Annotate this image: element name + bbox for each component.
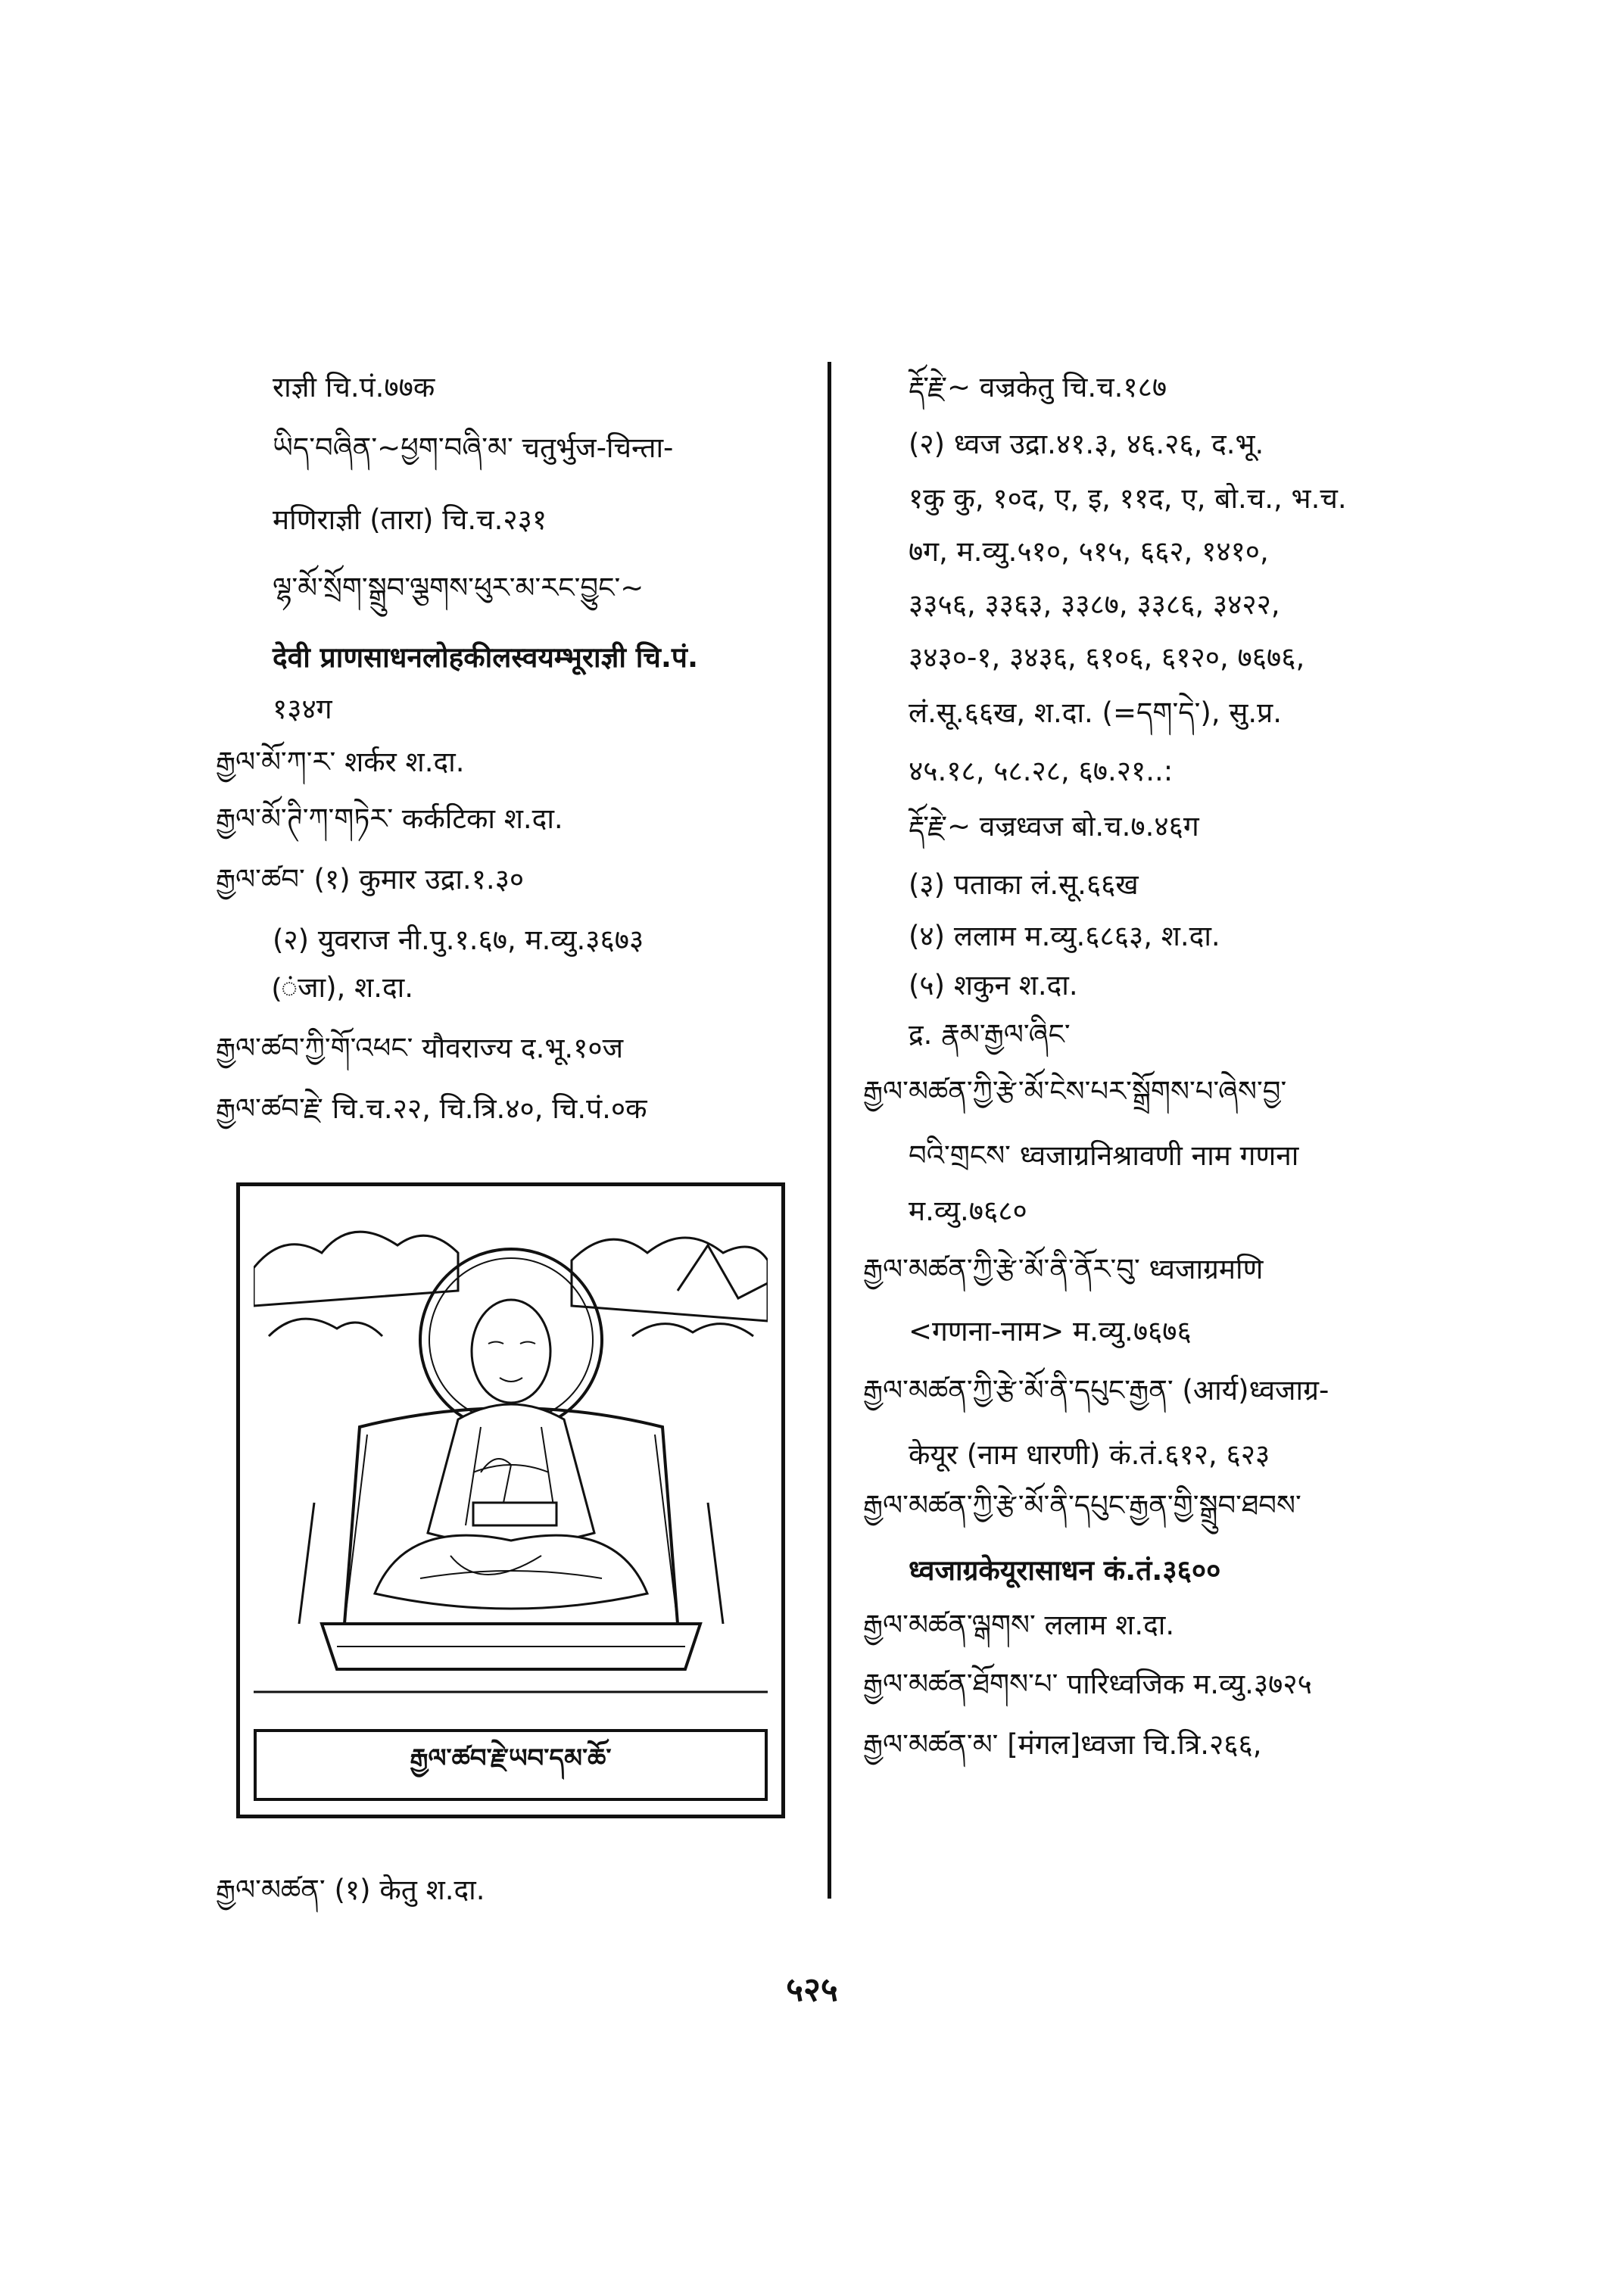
left-line-8: རྒྱལ་མོ་ཊི་ཀ་གཏེར་ कर्कटिका श.दा. — [216, 802, 563, 835]
right-line-16: म.व्यु.७६८० — [909, 1195, 1027, 1227]
right-line-23: རྒྱལ་མཚན་ལྒགས་ ललाम श.दा. — [863, 1609, 1175, 1641]
right-line-15: བའི་གྲངས་ ध्वजाग्रनिश्रावणी नाम गणना — [909, 1139, 1299, 1172]
left-line-6: १३४ग — [273, 693, 332, 725]
left-line-9: རྒྱལ་ཚབ་ (१) कुमार उद्रा.१.३० — [216, 863, 525, 896]
right-line-5: ३३५६, ३३६३, ३३८७, ३३८६, ३४२२, — [909, 588, 1280, 621]
portrait-figure — [236, 1182, 785, 1818]
left-line-1: राज्ञी चि.पं.७७क — [273, 371, 435, 403]
right-line-2: (२) ध्वज उद्रा.४१.३, ४६.२६, द.भू. — [909, 428, 1264, 460]
left-line-4: ལྷ་མོ་སྲོག་སྒྲུབ་ལྕགས་ཕུར་མ་རང་བྱུང་~ — [273, 572, 644, 604]
right-line-24: རྒྱལ་མཚན་ཐོགས་པ་ पारिध्वजिक म.व्यु.३७२५ — [863, 1668, 1312, 1700]
figure-caption: རྒྱལ་ཚབ་རྗེ་ཡབ་དམ་ཆོ་ — [254, 1729, 768, 1801]
left-line-10: (२) युवराज नी.पु.१.६७, म.व्यु.३६७३ — [273, 924, 644, 956]
column-divider — [828, 362, 831, 1899]
right-line-9: རྡོ་རྗེ་~ वज्रध्वज बो.च.७.४६ग — [909, 810, 1199, 843]
right-line-19: རྒྱལ་མཚན་ཀྱི་རྩེ་མོ་ནི་དཔུང་རྒྱན་ (आर्य)ध्वजाग्र- — [863, 1374, 1329, 1407]
right-line-7: लं.सू.६६ख, श.दा. (=དག་དེ་), सु.प्र. — [909, 696, 1282, 729]
left-line-2: ཡིད་བཞིན་~ཕྱག་བཞི་མ་ चतुर्भुज-चिन्ता- — [273, 431, 674, 464]
left-line-12: རྒྱལ་ཚབ་ཀྱི་གོ་འཕང་ यौवराज्य द.भू.१०ज — [216, 1032, 624, 1064]
right-line-20: केयूर (नाम धारणी) कं.तं.६१२, ६२३ — [909, 1438, 1270, 1471]
right-line-12: (५) शकुन श.दा. — [909, 969, 1078, 1002]
right-line-22: ध्वजाग्रकेयूरासाधन कं.तं.३६०० — [909, 1554, 1221, 1587]
left-line-5: देवी प्राणसाधनलोहकीलस्वयम्भूराज्ञी चि.पं. — [273, 641, 698, 674]
right-line-13: द्र. རྣམ་རྒྱལ་ཞིང་ — [909, 1018, 1071, 1051]
right-line-1: རྡོ་རྗེ་~ वज्रकेतु चि.च.१८७ — [909, 371, 1167, 403]
left-line-13: རྒྱལ་ཚབ་རྗེ་ चि.च.२२, चि.त्रि.४०, चि.पं.०क — [216, 1092, 647, 1125]
left-line-after-figure: རྒྱལ་མཚན་ (१) केतु श.दा. — [216, 1874, 485, 1906]
right-line-18: <गणना-नाम> म.व्यु.७६७६ — [909, 1315, 1192, 1347]
right-line-8: ४५.१८, ५८.२८, ६७.२१..: — [909, 755, 1174, 787]
right-line-3: १कु कु, १०द, ए, इ, ११द, ए, बो.च., भ.च. — [909, 482, 1347, 515]
left-line-11: (ंजा), श.दा. — [273, 971, 413, 1004]
right-line-21: རྒྱལ་མཚན་ཀྱི་རྩེ་མོ་ནི་དཔུང་རྒྱན་གྱི་སྒྲུབ་ཐབས་ — [863, 1489, 1301, 1522]
right-line-10: (३) पताका लं.सू.६६ख — [909, 868, 1139, 901]
left-line-7: རྒྱལ་མོ་ཀ་ར་ शर्कर श.दा. — [216, 746, 465, 778]
seated-figure-illustration — [254, 1200, 768, 1726]
left-line-3: मणिराज्ञी (तारा) चि.च.२३१ — [273, 503, 547, 536]
right-line-6: ३४३०-१, ३४३६, ६१०६, ६१२०, ७६७६, — [909, 641, 1305, 674]
right-line-14: རྒྱལ་མཚན་ཀྱི་རྩེ་མོ་ངེས་པར་སྒྲོགས་པ་ཞེས་བྱ་ — [863, 1075, 1287, 1108]
page-number: ५२५ — [786, 1971, 838, 2009]
right-line-11: (४) ललाम म.व्यु.६८६३, श.दा. — [909, 920, 1220, 952]
right-line-17: རྒྱལ་མཚན་ཀྱི་རྩེ་མོ་ནི་ནོར་བུ་ ध्वजाग्रमणि — [863, 1253, 1264, 1285]
right-line-4: ७ग, म.व्यु.५१०, ५१५, ६६२, १४१०, — [909, 535, 1269, 568]
right-line-25: རྒྱལ་མཚན་མ་ [मंगल]ध्वजा चि.त्रि.२६६, — [863, 1728, 1262, 1761]
